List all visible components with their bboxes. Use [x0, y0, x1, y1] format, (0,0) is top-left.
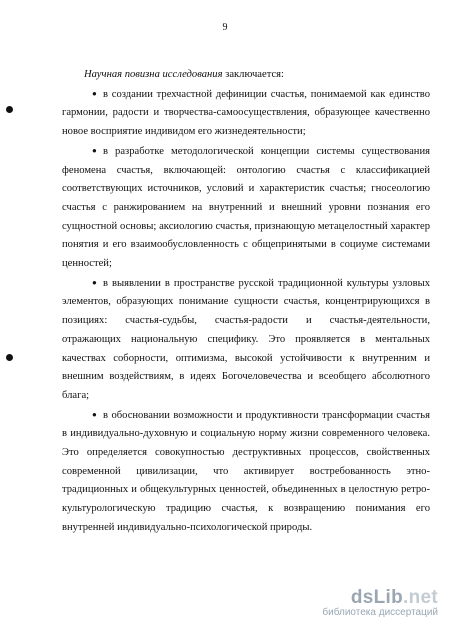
- watermark-brand-main: dsLib: [350, 587, 404, 608]
- bullet-icon: ●: [92, 409, 97, 419]
- watermark-logo: [322, 587, 438, 609]
- list-item-text: в обосновании возможности и продуктивности трансформации счастья в индивидуально-духовную и социальную норму жизни современного человека. Это определяется совокупностью деструктивных процессов, свойственных современной цивилизации, что активирует востребованность этно-традиционных и общекультурных ценностей, объединенных в целостную ретро-культурологическую традицию счастья, к возвращению понимания его внутренней индивидуально-психологической природы.: [62, 409, 430, 533]
- body-text: [62, 66, 430, 538]
- watermark-brand-suffix: .net: [403, 587, 438, 608]
- punch-hole-top: [6, 106, 13, 113]
- list-item-text: в выявлении в пространстве русской традиционной культуры узловых элементов, образующих понимание сущности счастья, концентрирующихся в позициях: счастья-судьбы, счастья-радости и счастья-деятельности, отражающих национальную специфику. Это проявляется в ментальных качествах соборности, оптимизма, высокой устойчивости к внутренним и внешним воздействиям, в идеях Богочеловечества и всеобщего абсолютного блага;: [62, 277, 430, 401]
- intro-emphasis: Научная повизна исследования: [84, 69, 223, 80]
- list-item: [62, 85, 430, 142]
- punch-hole-bottom: [6, 354, 13, 361]
- list-item: [62, 274, 430, 406]
- list-item: [62, 406, 430, 538]
- watermark-subtitle: библиотека диссертаций: [322, 607, 438, 618]
- watermark: [322, 587, 438, 618]
- bullet-icon: ●: [92, 145, 97, 155]
- page-number: 9: [222, 22, 228, 33]
- list-item-text: в создании трехчастной дефиниции счастья, понимаемой как единство гармонии, радости и творчества-самоосуществления, образующее качественно новое восприятие индивидом его жизнедеятельности;: [62, 88, 430, 138]
- bullet-icon: ●: [92, 277, 97, 287]
- intro-paragraph: [62, 66, 430, 85]
- list-item-text: в разработке методологической концепции системы существования феномена счастья, включающей: онтологию счастья с классификацией соответствующих источников, условий и характеристик счастья; гносеологию счастья с ранжированием на внутренний и внешний уровни познания его сущностной основы; аксиологию счастья, признающую метацелостный характер понятия и его взаимообусловленность с общепринятыми в социуме системами ценностей;: [62, 145, 430, 270]
- intro-rest: заключается:: [222, 69, 284, 80]
- list-item: [62, 142, 430, 274]
- bullet-icon: ●: [92, 88, 97, 98]
